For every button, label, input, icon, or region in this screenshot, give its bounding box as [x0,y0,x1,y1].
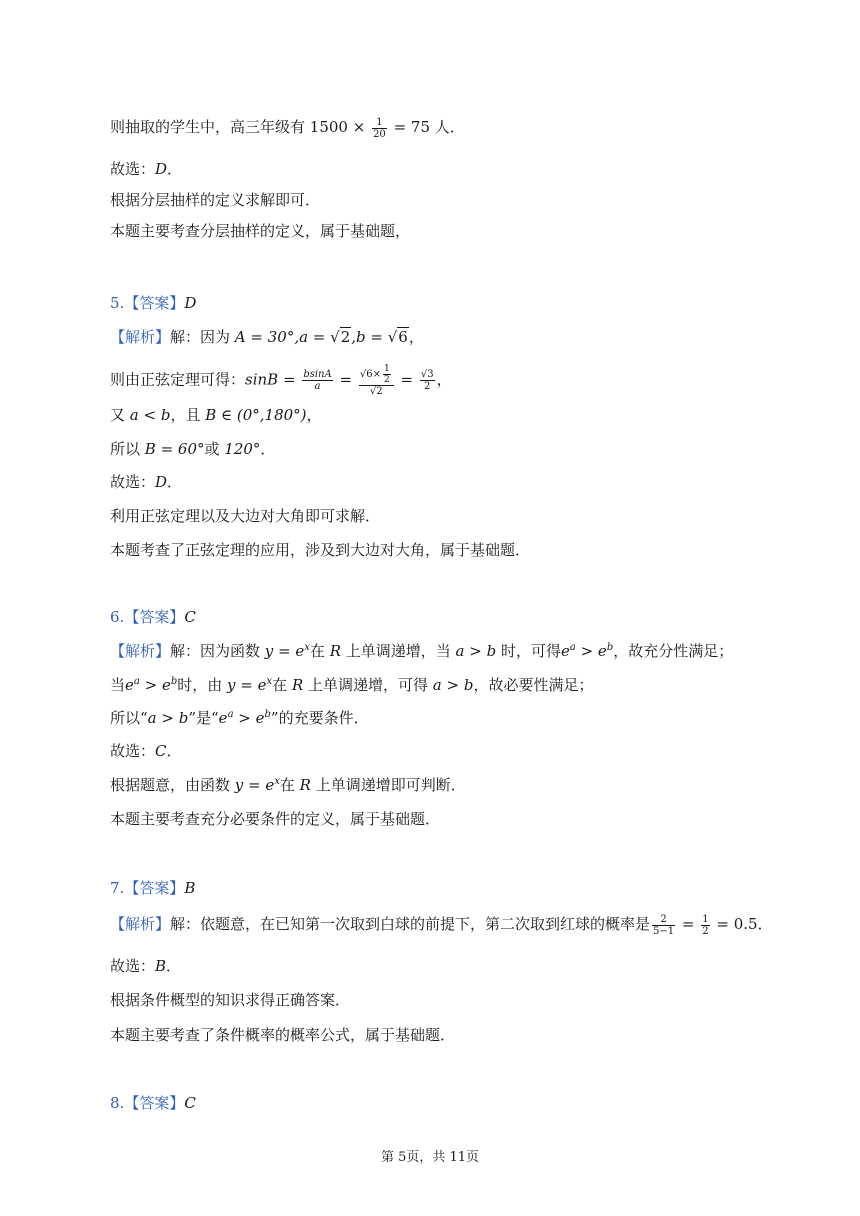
answer-letter: C [184,1094,196,1112]
text-line: 本题考查了正弦定理的应用，涉及到大边对大角，属于基础题． [110,541,531,559]
text: 故选： [110,160,156,178]
text: 在 [279,776,300,794]
answer-heading [110,292,196,314]
math: a > b [455,642,497,660]
fraction-denominator: 2 [424,381,431,392]
answer-letter: B [155,957,167,975]
text-line [110,640,733,662]
text-line: 则由正弦定理可得：sinB = $\frac{bsinA}{a}$ = √6× $\frac{1}{2}$ √2 = $\frac{√3}{2}$ ， [110,364,452,397]
text: ，且 [170,406,206,424]
fraction-denominator: 20 [373,128,386,140]
question-number: 8. [110,1094,125,1112]
text: ． [166,742,182,760]
fraction-denominator: √2 [369,386,383,397]
text: 在 [309,642,330,660]
math: R [329,642,341,660]
fraction-numerator: 1 [383,364,390,374]
radicand: 3 [427,369,434,380]
text: ． [167,160,183,178]
math: y = e [264,642,305,660]
math: B = 60° [144,440,205,458]
answer-letter: D [184,294,197,312]
math: > e [139,676,171,694]
text: 在 [272,676,292,694]
radicand: 6 [366,369,373,380]
text: ”的充要条件． [270,709,369,727]
superscript: a [133,676,140,687]
text-line [110,471,182,493]
radicand: 6 [398,328,408,346]
text: ，故必要性满足； [473,676,594,694]
text: 时，由 [177,676,228,694]
fraction-denominator: 5−1 [653,925,675,937]
text-line [110,116,465,140]
text-line: 利用正弦定理以及大边对大角即可求解． [110,507,381,525]
text: = 0.5． [711,915,773,933]
answer-heading [110,877,195,899]
text: 又 [110,406,130,424]
superscript: b [264,709,271,720]
text-line: 本题主要考查充分必要条件的定义，属于基础题． [110,810,441,828]
math: ,b = [351,328,388,346]
text-line [110,913,773,937]
math: R [299,776,311,794]
answer-letter: D [155,473,168,491]
answer-letter: C [155,742,167,760]
text: ， [436,370,452,389]
text-line [110,158,182,180]
answer-tag: 【答案】 [124,294,185,312]
text: 则抽取的学生中，高三年级有 1500 × [110,118,371,136]
fraction [652,914,675,937]
math: > e [575,642,607,660]
radicand: 2 [340,328,351,346]
question-number: 7. [110,879,125,897]
math: a > b [147,709,189,727]
fraction [359,364,394,397]
superscript: b [170,676,178,687]
math: y = e [227,676,267,694]
fraction [420,369,435,392]
sqrt: √2 [330,328,351,346]
text: 时，可得 [496,642,561,660]
text-line [110,326,424,348]
answer-letter: B [184,879,196,897]
text-line: 根据条件概型的知识求得正确答案． [110,991,351,1009]
answer-tag: 【答案】 [124,1094,185,1112]
text: 所以 [110,440,145,458]
math: e [125,676,134,694]
math: y = e [234,776,275,794]
answer-tag: 【答案】 [124,879,185,897]
analysis-tag: 【解析】 [110,328,171,346]
text: 故选： [110,957,156,975]
fraction [701,914,709,937]
fraction-denominator: 2 [383,375,390,385]
text: 当 [110,676,126,694]
text: ， [306,406,322,424]
analysis-tag: 【解析】 [110,915,171,933]
text: ，故充分性满足； [613,642,734,660]
fraction-numerator: 2 [652,914,675,926]
math: a < b [129,406,171,424]
fraction-numerator: √3 [420,369,434,380]
text: 解：因为 [170,328,235,346]
text: 则由正弦定理可得： [110,370,246,389]
math: R [291,676,304,694]
superscript: x [266,676,273,687]
text: ． [166,957,182,975]
fraction-numerator: 1 [702,913,709,925]
math: > e [233,709,265,727]
analysis-tag: 【解析】 [110,642,171,660]
text: 故选： [110,473,156,491]
radicand: 2 [376,386,383,397]
page-footer: 第 5页，共 11页 [380,1150,480,1165]
fraction-denominator: 2 [702,925,709,937]
text-line [110,404,322,426]
text: 根据题意，由函数 [110,776,235,794]
text: 上单调递增即可判断． [310,776,466,794]
answer-heading [110,1092,196,1114]
text: ． [260,440,276,458]
text-line [110,774,466,796]
text-line [110,955,181,977]
sqrt: √6 [387,328,408,346]
text-line [110,674,593,696]
math: B ∈ (0°,180°) [205,406,307,424]
text: 故选： [110,742,156,760]
fraction [302,369,332,392]
superscript: b [606,642,614,653]
text-line: 根据分层抽样的定义求解即可． [110,191,321,209]
math: e [218,709,228,727]
text-line [110,740,182,762]
text-line: 本题主要考查分层抽样的定义，属于基础题， [110,222,411,240]
superscript: x [274,776,280,787]
text: 或 [204,440,225,458]
math: a > b [432,676,474,694]
text: = 75 人． [388,118,465,136]
fraction [383,364,391,385]
text: ， [408,328,424,346]
text: 解：依题意，在已知第一次取到白球的前提下，第二次取到红球的概率是 [170,915,651,933]
text: 解：因为函数 [170,642,265,660]
fraction-numerator: √6× $\frac{1}{2}$ [359,364,394,386]
answer-letter: D [155,160,168,178]
text: = [677,915,700,933]
times-sign: × [372,369,381,380]
superscript: a [227,709,234,720]
text-line: 本题主要考查了条件概率的概率公式，属于基础题． [110,1026,456,1044]
question-number: 5. [110,294,125,312]
text: 所以“ [110,709,148,727]
fraction [372,117,387,140]
question-number: 6. [110,608,125,626]
fraction-numerator: bsinA [303,369,332,380]
math: 120° [224,440,261,458]
text: ． [167,473,183,491]
answer-heading [110,606,196,628]
superscript: a [569,642,576,653]
fraction-numerator: 1 [372,117,387,129]
answer-letter: C [184,608,196,626]
math: sinB = [245,370,301,389]
fraction-denominator: a [314,381,321,392]
superscript: x [304,642,310,653]
text: ”是“ [188,709,219,727]
math: A = 30°,a = [234,328,331,346]
math: e [560,642,570,660]
text-line [110,438,275,460]
answer-tag: 【答案】 [124,608,185,626]
text-line [110,707,369,729]
text: 上单调递增，可得 [303,676,433,694]
text: 上单调递增，当 [340,642,456,660]
